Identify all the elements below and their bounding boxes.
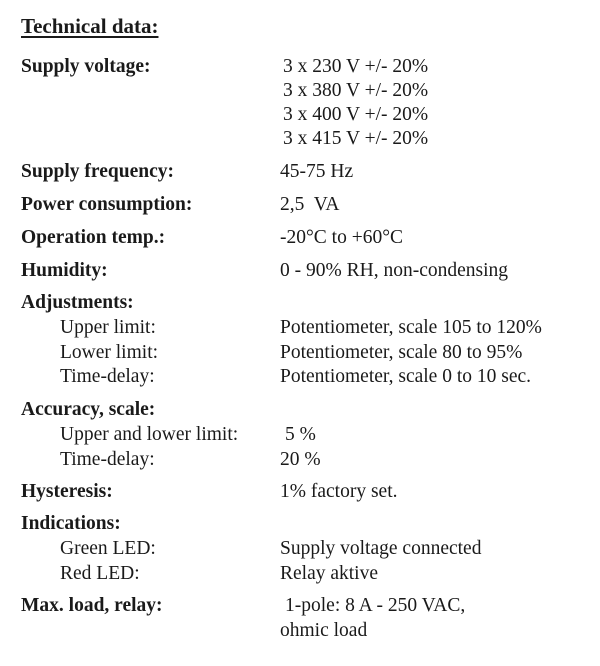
max-load-value-2: ohmic load xyxy=(280,620,368,641)
accuracy-label: Accuracy, scale: xyxy=(21,399,156,420)
adjustment-time-delay-value: Potentiometer, scale 0 to 10 sec. xyxy=(280,366,532,387)
supply-voltage-value-4: 3 x 415 V +/- 20% xyxy=(283,128,429,149)
accuracy-time-delay-label: Time-delay: xyxy=(60,449,155,470)
max-load-label: Max. load, relay: xyxy=(21,595,163,616)
power-consumption-label: Power consumption: xyxy=(21,194,193,215)
green-led-value: Supply voltage connected xyxy=(280,538,482,559)
adjustment-lower-limit-value: Potentiometer, scale 80 to 95% xyxy=(280,342,523,363)
operation-temp-value: -20°C to +60°C xyxy=(280,227,404,248)
supply-voltage-value-3: 3 x 400 V +/- 20% xyxy=(283,104,429,125)
supply-voltage-value-2: 3 x 380 V +/- 20% xyxy=(283,80,429,101)
supply-frequency-value: 45-75 Hz xyxy=(280,161,354,182)
accuracy-time-delay-value: 20 % xyxy=(280,449,321,470)
hysteresis-label: Hysteresis: xyxy=(21,481,113,502)
accuracy-limit-label: Upper and lower limit: xyxy=(60,424,239,445)
accuracy-limit-value: 5 % xyxy=(285,424,316,445)
supply-voltage-value-1: 3 x 230 V +/- 20% xyxy=(283,56,429,77)
operation-temp-label: Operation temp.: xyxy=(21,227,166,248)
red-led-value: Relay aktive xyxy=(280,563,379,584)
humidity-value: 0 - 90% RH, non-condensing xyxy=(280,260,509,281)
page-title: Technical data: xyxy=(21,14,159,38)
power-consumption-value: 2,5 VA xyxy=(280,194,340,215)
adjustment-lower-limit-label: Lower limit: xyxy=(60,342,159,363)
supply-voltage-label: Supply voltage: xyxy=(21,56,151,77)
adjustment-upper-limit-label: Upper limit: xyxy=(60,317,156,338)
red-led-label: Red LED: xyxy=(60,563,140,584)
humidity-label: Humidity: xyxy=(21,260,108,281)
adjustment-time-delay-label: Time-delay: xyxy=(60,366,155,387)
indications-label: Indications: xyxy=(21,513,121,534)
adjustments-label: Adjustments: xyxy=(21,292,134,313)
green-led-label: Green LED: xyxy=(60,538,156,559)
adjustment-upper-limit-value: Potentiometer, scale 105 to 120% xyxy=(280,317,542,338)
supply-frequency-label: Supply frequency: xyxy=(21,161,174,182)
hysteresis-value: 1% factory set. xyxy=(280,481,398,502)
max-load-value-1: 1-pole: 8 A - 250 VAC, xyxy=(285,595,466,616)
